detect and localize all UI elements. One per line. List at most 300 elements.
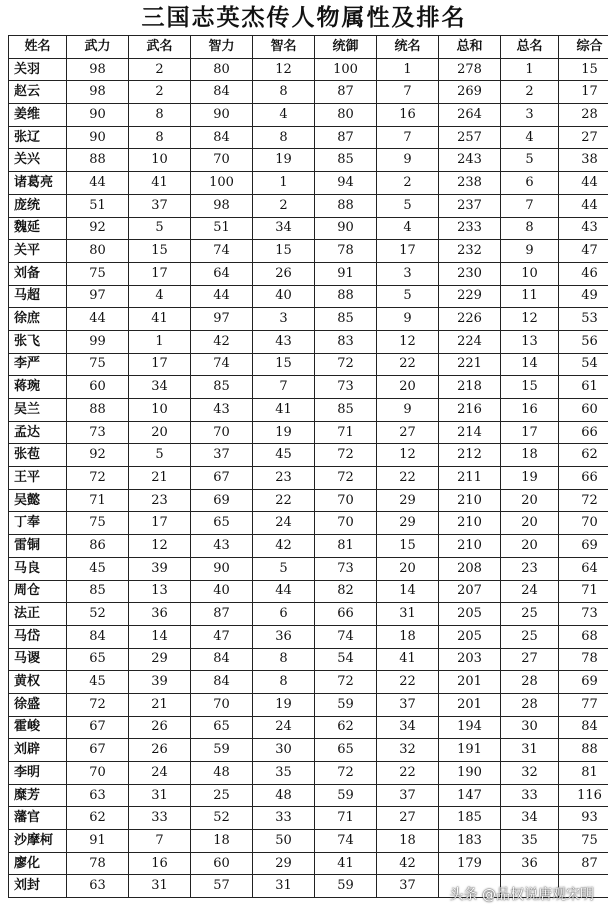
cell-force-rank: 17 — [129, 353, 191, 376]
cell-force: 86 — [67, 535, 129, 558]
cell-total: 221 — [439, 353, 501, 376]
cell-force-rank: 33 — [129, 807, 191, 830]
cell-command-rank: 1 — [377, 58, 439, 81]
cell-intelligence: 52 — [191, 807, 253, 830]
cell-command: 100 — [315, 58, 377, 81]
cell-intelligence-rank: 4 — [253, 104, 315, 127]
cell-force-rank: 17 — [129, 262, 191, 285]
cell-command: 85 — [315, 149, 377, 172]
cell-intelligence: 57 — [191, 875, 253, 898]
cell-command: 88 — [315, 285, 377, 308]
cell-command-rank: 27 — [377, 421, 439, 444]
cell-command: 72 — [315, 444, 377, 467]
cell-intelligence: 98 — [191, 194, 253, 217]
cell-force: 75 — [67, 512, 129, 535]
cell-total-rank: 3 — [501, 104, 559, 127]
cell-total-rank: 28 — [501, 671, 559, 694]
cell-total: 264 — [439, 104, 501, 127]
cell-total-rank: 33 — [501, 784, 559, 807]
cell-total: 232 — [439, 240, 501, 263]
cell-force-rank: 31 — [129, 875, 191, 898]
table-row — [9, 739, 608, 762]
cell-total: 203 — [439, 648, 501, 671]
cell-intelligence-rank: 30 — [253, 739, 315, 762]
cell-total-rank: 7 — [501, 194, 559, 217]
cell-overall: 81 — [559, 762, 608, 785]
column-header-command-rank: 统名 — [377, 36, 439, 59]
table-row — [9, 126, 608, 149]
table-row — [9, 830, 608, 853]
cell-total-rank: 14 — [501, 353, 559, 376]
cell-total-rank: 15 — [501, 376, 559, 399]
cell-total-rank: 25 — [501, 603, 559, 626]
cell-overall: 68 — [559, 625, 608, 648]
cell-command-rank: 12 — [377, 444, 439, 467]
cell-command-rank: 16 — [377, 104, 439, 127]
cell-total: 278 — [439, 58, 501, 81]
cell-command: 70 — [315, 489, 377, 512]
cell-total-rank: 30 — [501, 716, 559, 739]
cell-force: 91 — [67, 830, 129, 853]
table-row — [9, 330, 608, 353]
cell-total: 191 — [439, 739, 501, 762]
cell-overall: 69 — [559, 671, 608, 694]
cell-overall: 77 — [559, 693, 608, 716]
cell-name: 徐盛 — [9, 693, 67, 716]
cell-command: 62 — [315, 716, 377, 739]
cell-intelligence: 69 — [191, 489, 253, 512]
cell-intelligence-rank: 40 — [253, 285, 315, 308]
table-row — [9, 852, 608, 875]
cell-overall: 46 — [559, 262, 608, 285]
cell-force: 92 — [67, 444, 129, 467]
cell-command-rank: 37 — [377, 693, 439, 716]
cell-force-rank: 16 — [129, 852, 191, 875]
column-header-intelligence-rank: 智名 — [253, 36, 315, 59]
table-row — [9, 512, 608, 535]
cell-command-rank: 14 — [377, 580, 439, 603]
cell-intelligence-rank: 50 — [253, 830, 315, 853]
cell-total: 210 — [439, 512, 501, 535]
cell-intelligence-rank: 48 — [253, 784, 315, 807]
cell-force: 63 — [67, 784, 129, 807]
cell-name: 张辽 — [9, 126, 67, 149]
cell-force-rank: 4 — [129, 285, 191, 308]
cell-force-rank: 20 — [129, 421, 191, 444]
cell-total-rank: 27 — [501, 648, 559, 671]
cell-intelligence: 84 — [191, 126, 253, 149]
cell-intelligence-rank: 8 — [253, 671, 315, 694]
cell-force: 52 — [67, 603, 129, 626]
cell-overall: 78 — [559, 648, 608, 671]
cell-overall: 61 — [559, 376, 608, 399]
table-row — [9, 240, 608, 263]
cell-command: 80 — [315, 104, 377, 127]
cell-name: 孟达 — [9, 421, 67, 444]
cell-intelligence: 42 — [191, 330, 253, 353]
cell-command-rank: 22 — [377, 467, 439, 490]
cell-force: 88 — [67, 399, 129, 422]
cell-intelligence-rank: 41 — [253, 399, 315, 422]
cell-overall: 43 — [559, 217, 608, 240]
cell-overall: 93 — [559, 807, 608, 830]
cell-total: 208 — [439, 557, 501, 580]
cell-force-rank: 41 — [129, 172, 191, 195]
table-row — [9, 580, 608, 603]
cell-command-rank: 42 — [377, 852, 439, 875]
cell-total: 216 — [439, 399, 501, 422]
cell-intelligence: 51 — [191, 217, 253, 240]
cell-intelligence: 64 — [191, 262, 253, 285]
cell-intelligence: 70 — [191, 149, 253, 172]
cell-total-rank: 20 — [501, 512, 559, 535]
column-header-intelligence: 智力 — [191, 36, 253, 59]
cell-name: 马岱 — [9, 625, 67, 648]
cell-total: 224 — [439, 330, 501, 353]
cell-name: 庞统 — [9, 194, 67, 217]
column-header-force: 武力 — [67, 36, 129, 59]
cell-name: 马良 — [9, 557, 67, 580]
cell-total: 201 — [439, 693, 501, 716]
cell-command-rank: 32 — [377, 739, 439, 762]
cell-name: 关平 — [9, 240, 67, 263]
cell-overall: 75 — [559, 830, 608, 853]
column-header-name: 姓名 — [9, 36, 67, 59]
cell-overall: 54 — [559, 353, 608, 376]
cell-total: 238 — [439, 172, 501, 195]
cell-name: 周仓 — [9, 580, 67, 603]
table-row — [9, 603, 608, 626]
cell-total-rank: 34 — [501, 807, 559, 830]
cell-command-rank: 41 — [377, 648, 439, 671]
cell-intelligence-rank: 33 — [253, 807, 315, 830]
cell-force: 85 — [67, 580, 129, 603]
cell-intelligence: 47 — [191, 625, 253, 648]
cell-name: 魏延 — [9, 217, 67, 240]
cell-intelligence-rank: 24 — [253, 716, 315, 739]
cell-total-rank: 31 — [501, 739, 559, 762]
cell-overall: 71 — [559, 580, 608, 603]
cell-overall: 69 — [559, 535, 608, 558]
cell-name: 吴兰 — [9, 399, 67, 422]
cell-intelligence-rank: 29 — [253, 852, 315, 875]
table-row — [9, 625, 608, 648]
cell-total-rank: 6 — [501, 172, 559, 195]
cell-overall: 27 — [559, 126, 608, 149]
cell-total: 257 — [439, 126, 501, 149]
cell-command: 72 — [315, 671, 377, 694]
cell-force: 75 — [67, 353, 129, 376]
cell-total: 230 — [439, 262, 501, 285]
cell-force-rank: 2 — [129, 58, 191, 81]
cell-command-rank: 7 — [377, 81, 439, 104]
cell-force: 45 — [67, 671, 129, 694]
cell-force: 78 — [67, 852, 129, 875]
cell-intelligence: 25 — [191, 784, 253, 807]
cell-command-rank: 29 — [377, 489, 439, 512]
cell-force: 70 — [67, 762, 129, 785]
table-row — [9, 399, 608, 422]
cell-total-rank: 16 — [501, 399, 559, 422]
cell-command-rank: 22 — [377, 353, 439, 376]
cell-overall: 72 — [559, 489, 608, 512]
cell-overall: 56 — [559, 330, 608, 353]
cell-force-rank: 5 — [129, 217, 191, 240]
cell-intelligence-rank: 2 — [253, 194, 315, 217]
cell-command-rank: 12 — [377, 330, 439, 353]
cell-intelligence: 44 — [191, 285, 253, 308]
cell-name: 张飞 — [9, 330, 67, 353]
cell-total-rank: 36 — [501, 852, 559, 875]
cell-name: 霍峻 — [9, 716, 67, 739]
cell-overall: 49 — [559, 285, 608, 308]
cell-command: 59 — [315, 693, 377, 716]
cell-name: 刘备 — [9, 262, 67, 285]
cell-command: 71 — [315, 807, 377, 830]
table-row — [9, 467, 608, 490]
cell-force: 84 — [67, 625, 129, 648]
cell-intelligence: 90 — [191, 557, 253, 580]
cell-total: 185 — [439, 807, 501, 830]
watermark: 头条 @品权说唐观宋明 — [449, 887, 594, 903]
cell-overall: 60 — [559, 399, 608, 422]
cell-intelligence: 87 — [191, 603, 253, 626]
table-row — [9, 671, 608, 694]
cell-intelligence-rank: 22 — [253, 489, 315, 512]
table-row — [9, 262, 608, 285]
table-row — [9, 194, 608, 217]
cell-total-rank: 4 — [501, 126, 559, 149]
cell-intelligence-rank: 8 — [253, 81, 315, 104]
cell-intelligence: 67 — [191, 467, 253, 490]
cell-intelligence: 84 — [191, 671, 253, 694]
cell-command: 54 — [315, 648, 377, 671]
cell-total-rank: 1 — [501, 58, 559, 81]
cell-force: 90 — [67, 104, 129, 127]
cell-force-rank: 1 — [129, 330, 191, 353]
cell-intelligence-rank: 34 — [253, 217, 315, 240]
cell-overall: 87 — [559, 852, 608, 875]
cell-command-rank: 20 — [377, 376, 439, 399]
table-row — [9, 693, 608, 716]
cell-overall: 73 — [559, 603, 608, 626]
cell-name: 赵云 — [9, 81, 67, 104]
cell-overall: 15 — [559, 58, 608, 81]
cell-intelligence-rank: 45 — [253, 444, 315, 467]
cell-force: 71 — [67, 489, 129, 512]
cell-intelligence-rank: 5 — [253, 557, 315, 580]
cell-command-rank: 3 — [377, 262, 439, 285]
cell-total-rank: 12 — [501, 308, 559, 331]
cell-intelligence: 43 — [191, 399, 253, 422]
cell-total: 218 — [439, 376, 501, 399]
cell-total: 201 — [439, 671, 501, 694]
cell-command: 82 — [315, 580, 377, 603]
cell-force-rank: 29 — [129, 648, 191, 671]
cell-command-rank: 15 — [377, 535, 439, 558]
cell-intelligence-rank: 7 — [253, 376, 315, 399]
cell-intelligence-rank: 35 — [253, 762, 315, 785]
cell-intelligence-rank: 42 — [253, 535, 315, 558]
cell-force-rank: 23 — [129, 489, 191, 512]
cell-command: 87 — [315, 126, 377, 149]
cell-force-rank: 15 — [129, 240, 191, 263]
cell-command-rank: 22 — [377, 762, 439, 785]
cell-name: 李严 — [9, 353, 67, 376]
cell-intelligence-rank: 23 — [253, 467, 315, 490]
table-row — [9, 716, 608, 739]
cell-overall: 64 — [559, 557, 608, 580]
cell-force-rank: 8 — [129, 104, 191, 127]
cell-force: 72 — [67, 467, 129, 490]
cell-force: 63 — [67, 875, 129, 898]
cell-force: 67 — [67, 716, 129, 739]
cell-command-rank: 27 — [377, 807, 439, 830]
cell-force-rank: 31 — [129, 784, 191, 807]
cell-command-rank: 2 — [377, 172, 439, 195]
cell-command: 70 — [315, 512, 377, 535]
cell-intelligence-rank: 15 — [253, 240, 315, 263]
cell-total: 207 — [439, 580, 501, 603]
cell-intelligence: 74 — [191, 240, 253, 263]
cell-force: 97 — [67, 285, 129, 308]
table-row — [9, 217, 608, 240]
cell-intelligence-rank: 8 — [253, 648, 315, 671]
cell-force: 60 — [67, 376, 129, 399]
cell-total: 226 — [439, 308, 501, 331]
cell-total: 212 — [439, 444, 501, 467]
cell-command-rank: 37 — [377, 875, 439, 898]
cell-total: 183 — [439, 830, 501, 853]
cell-intelligence: 40 — [191, 580, 253, 603]
cell-total-rank: 9 — [501, 240, 559, 263]
table-row — [9, 489, 608, 512]
cell-overall: 44 — [559, 194, 608, 217]
cell-force-rank: 10 — [129, 149, 191, 172]
cell-force-rank: 41 — [129, 308, 191, 331]
cell-intelligence-rank: 1 — [253, 172, 315, 195]
cell-force-rank: 21 — [129, 693, 191, 716]
cell-command-rank: 5 — [377, 194, 439, 217]
cell-overall: 70 — [559, 512, 608, 535]
cell-command: 90 — [315, 217, 377, 240]
table-row — [9, 104, 608, 127]
cell-command: 59 — [315, 784, 377, 807]
cell-command: 81 — [315, 535, 377, 558]
cell-force: 98 — [67, 58, 129, 81]
cell-command: 88 — [315, 194, 377, 217]
cell-total: 269 — [439, 81, 501, 104]
cell-overall: 17 — [559, 81, 608, 104]
cell-overall: 84 — [559, 716, 608, 739]
table-row — [9, 535, 608, 558]
cell-intelligence-rank: 26 — [253, 262, 315, 285]
cell-total-rank: 11 — [501, 285, 559, 308]
cell-name: 关兴 — [9, 149, 67, 172]
cell-command-rank: 34 — [377, 716, 439, 739]
cell-force: 73 — [67, 421, 129, 444]
cell-name: 法正 — [9, 603, 67, 626]
table-row — [9, 444, 608, 467]
table-row — [9, 149, 608, 172]
cell-intelligence-rank: 19 — [253, 421, 315, 444]
cell-total-rank: 18 — [501, 444, 559, 467]
cell-force-rank: 12 — [129, 535, 191, 558]
cell-total: 233 — [439, 217, 501, 240]
cell-force: 45 — [67, 557, 129, 580]
cell-name: 张苞 — [9, 444, 67, 467]
cell-intelligence: 84 — [191, 648, 253, 671]
cell-intelligence: 48 — [191, 762, 253, 785]
cell-command: 94 — [315, 172, 377, 195]
cell-intelligence-rank: 43 — [253, 330, 315, 353]
cell-total-rank: 35 — [501, 830, 559, 853]
cell-command: 66 — [315, 603, 377, 626]
cell-total: 190 — [439, 762, 501, 785]
cell-total-rank: 5 — [501, 149, 559, 172]
cell-command-rank: 31 — [377, 603, 439, 626]
cell-command-rank: 7 — [377, 126, 439, 149]
cell-intelligence-rank: 44 — [253, 580, 315, 603]
cell-name: 李明 — [9, 762, 67, 785]
table-row — [9, 557, 608, 580]
cell-command: 74 — [315, 625, 377, 648]
cell-intelligence: 97 — [191, 308, 253, 331]
table-row — [9, 308, 608, 331]
cell-command: 71 — [315, 421, 377, 444]
table-row — [9, 421, 608, 444]
cell-intelligence: 70 — [191, 693, 253, 716]
cell-name: 王平 — [9, 467, 67, 490]
cell-total: 229 — [439, 285, 501, 308]
cell-command: 74 — [315, 830, 377, 853]
cell-name: 姜维 — [9, 104, 67, 127]
cell-overall: 28 — [559, 104, 608, 127]
cell-command: 83 — [315, 330, 377, 353]
cell-name: 沙摩柯 — [9, 830, 67, 853]
cell-command: 72 — [315, 353, 377, 376]
cell-intelligence: 65 — [191, 716, 253, 739]
cell-force-rank: 39 — [129, 557, 191, 580]
table-row — [9, 172, 608, 195]
cell-intelligence: 43 — [191, 535, 253, 558]
cell-force: 44 — [67, 172, 129, 195]
cell-total: 205 — [439, 603, 501, 626]
cell-command: 73 — [315, 376, 377, 399]
cell-command: 91 — [315, 262, 377, 285]
cell-intelligence: 18 — [191, 830, 253, 853]
cell-force: 62 — [67, 807, 129, 830]
cell-intelligence-rank: 6 — [253, 603, 315, 626]
cell-intelligence-rank: 15 — [253, 353, 315, 376]
table-row — [9, 376, 608, 399]
cell-name: 关羽 — [9, 58, 67, 81]
cell-name: 糜芳 — [9, 784, 67, 807]
cell-total-rank: 10 — [501, 262, 559, 285]
cell-intelligence-rank: 12 — [253, 58, 315, 81]
cell-force: 98 — [67, 81, 129, 104]
attributes-table — [8, 35, 608, 898]
cell-force-rank: 13 — [129, 580, 191, 603]
table-body — [9, 58, 608, 897]
cell-total: 205 — [439, 625, 501, 648]
cell-command: 85 — [315, 308, 377, 331]
cell-force: 72 — [67, 693, 129, 716]
cell-force: 92 — [67, 217, 129, 240]
cell-force-rank: 26 — [129, 716, 191, 739]
cell-intelligence-rank: 19 — [253, 149, 315, 172]
cell-total-rank: 13 — [501, 330, 559, 353]
